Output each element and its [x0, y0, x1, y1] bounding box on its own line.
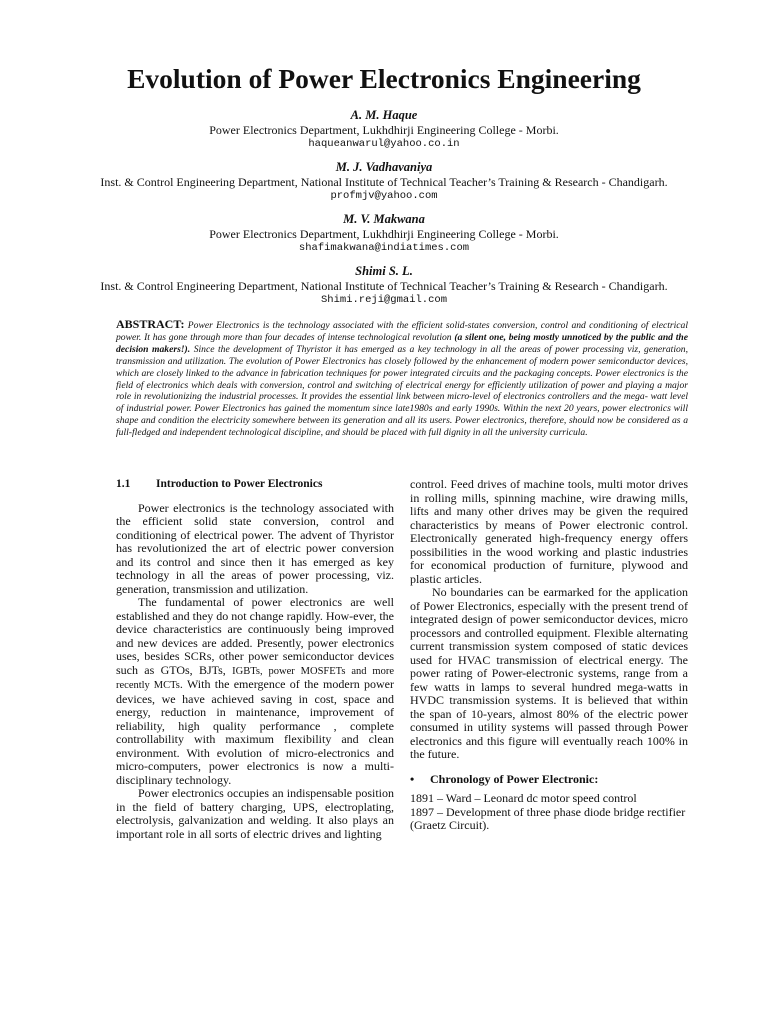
author-email[interactable]: profmjv@yahoo.com: [330, 190, 438, 202]
author-affiliation: Power Electronics Department, Lukhdhirji Engineering College - Morbi.: [209, 227, 559, 241]
paragraph-text: . With the emergence of the modern power devices, we have achieved saving in cost, space and energy, reduction in maintenance, improvement of reliability, high quality performance , complete controllability with maximum flexibility and clean environment. With evolution of micro-electronics and micro-computers, power electronics is now a multi-disciplinary technology.: [116, 677, 394, 787]
chronology-heading: [410, 773, 688, 787]
author-block: [0, 212, 768, 264]
section-heading: [116, 478, 394, 492]
abstract: [116, 319, 688, 439]
body-paragraph: Power electronics is the technology associated with the efficient solid state conversion, control and conditioning of electrical power. The advent of Thyristor has revolutionized the art of electric power conversion and its control and since then it has emerged as key technology in all the areas of power processing, viz. generation, transmission and utilization.: [116, 500, 394, 596]
author-affiliation: Power Electronics Department, Lukhdhirji Engineering College - Morbi.: [209, 123, 559, 137]
paper-title: Evolution of Power Electronics Engineering: [127, 63, 641, 94]
section-title: Introduction to Power Electronics: [156, 478, 323, 490]
author-name: Shimi S. L.: [355, 264, 413, 278]
author-name: M. V. Makwana: [343, 212, 425, 226]
abstract-text: Power Electronics is the technology associated with the efficient solid-states conversion, control and conditioning of electrical power. It has gone through more than four decades of intense technological revolution: [116, 320, 688, 343]
author-name: M. J. Vadhavaniya: [335, 160, 433, 174]
author-email[interactable]: haqueanwarul@yahoo.co.in: [308, 138, 460, 150]
chronology-item: 1897 – Development of three phase diode bridge rectifier (Graetz Circuit).: [410, 804, 686, 832]
left-column: [116, 478, 394, 841]
author-block: [0, 160, 768, 212]
body-paragraph: No boundaries can be earmarked for the application of Power Electronics, especially with the present trend of integrated design of power semiconductor devices, micro processors and controlled equipment. Flexible alternating current transmission system composed of static devices used for HVAC transmission of electrical energy. The power rating of Power-electronic systems, range from a few watts in lamps to several hundred mega-watts in HVDC transmission systems. It is believed that within the span of 10-years, almost 80% of the electric power consumed in utility systems will passed through Power electronics and this figure will eventually reach 100% in the future.: [410, 585, 688, 761]
author-affiliation: Inst. & Control Engineering Department, National Institute of Technical Teacher’s Training & Research - Chandigarh.: [100, 279, 668, 293]
author-email[interactable]: Shimi.reji@gmail.com: [320, 294, 448, 306]
bullet-icon: •: [410, 771, 415, 786]
author-list: [0, 108, 768, 316]
paragraph-text: The fundamental of power electronics are well established and they do not change rapidly. How-ever, the device characteristics are continuously being improved and new devices are added. Presently, power electronics uses, besides SCRs, other power semiconductor devices such as GTOs, BJTs,: [116, 595, 394, 677]
body-paragraph: Power electronics occupies an indispensable position in the field of battery charging, UPS, electroplating, electrolysis, galvanization and welding. It also plays an important role in all sorts of electric drives and lighting: [116, 786, 394, 841]
right-column: [410, 478, 688, 833]
paragraph-small-text: IGBTs, power MOSFETs and more recently MCTs: [116, 665, 394, 691]
author-block: [0, 108, 768, 160]
section-number: 1.1: [116, 478, 131, 490]
chronology-title: Chronology of Power Electronic:: [430, 771, 599, 786]
author-block: [0, 264, 768, 316]
author-name: A. M. Haque: [350, 108, 418, 122]
abstract-emphasis: (a silent one, being mostly unnoticed by the public and the decision makers!).: [116, 331, 688, 355]
body-paragraph: control. Feed drives of machine tools, multi motor drives in rolling mills, spinning machine, wire drawing mills, lifts and many other drives may be given the required characteristics by means of Power electronic control. Electronically generated high-frequency energy offers possibilities in the wood working and plastic industries for economical production of furniture, plywood and plastic articles.: [410, 477, 688, 586]
abstract-label: ABSTRACT:: [116, 317, 185, 331]
author-affiliation: Inst. & Control Engineering Department, National Institute of Technical Teacher’s Training & Research - Chandigarh.: [100, 175, 668, 189]
body-paragraph: [116, 596, 394, 787]
author-email[interactable]: shafimakwana@indiatimes.com: [298, 242, 470, 254]
chronology-item: 1891 – Ward – Leonard dc motor speed control: [410, 791, 637, 805]
abstract-text: Since the development of Thyristor it has emerged as a key technology in all the areas of power processing viz, generation, transmission and utilization. The evolution of Power Electronics has closely followed by the enhancement of modern power semiconductor devices, which are closely linked to the advance in fabrication techniques for power integrated circuits and the packaging concepts. Power electronics is the field of electronics which deals with conversion, control and switching of electrical energy for efficiently utilization of power and playing a major role in revolutionizing the industrial processes. It provides the essential link between micro-level of electronics controllers and the mega- watt level of industrial power. Power Electronics has gained the momentum since late1980s and early 1990s. Within the next 20 years, power electronics will shape and condition the electricity somewhere between its generation and all its users. Power electronics, therefore, should now be considered as a full-fledged and independent technological discipline, and should be placed with full dignity in all the university curricula.: [116, 343, 688, 439]
